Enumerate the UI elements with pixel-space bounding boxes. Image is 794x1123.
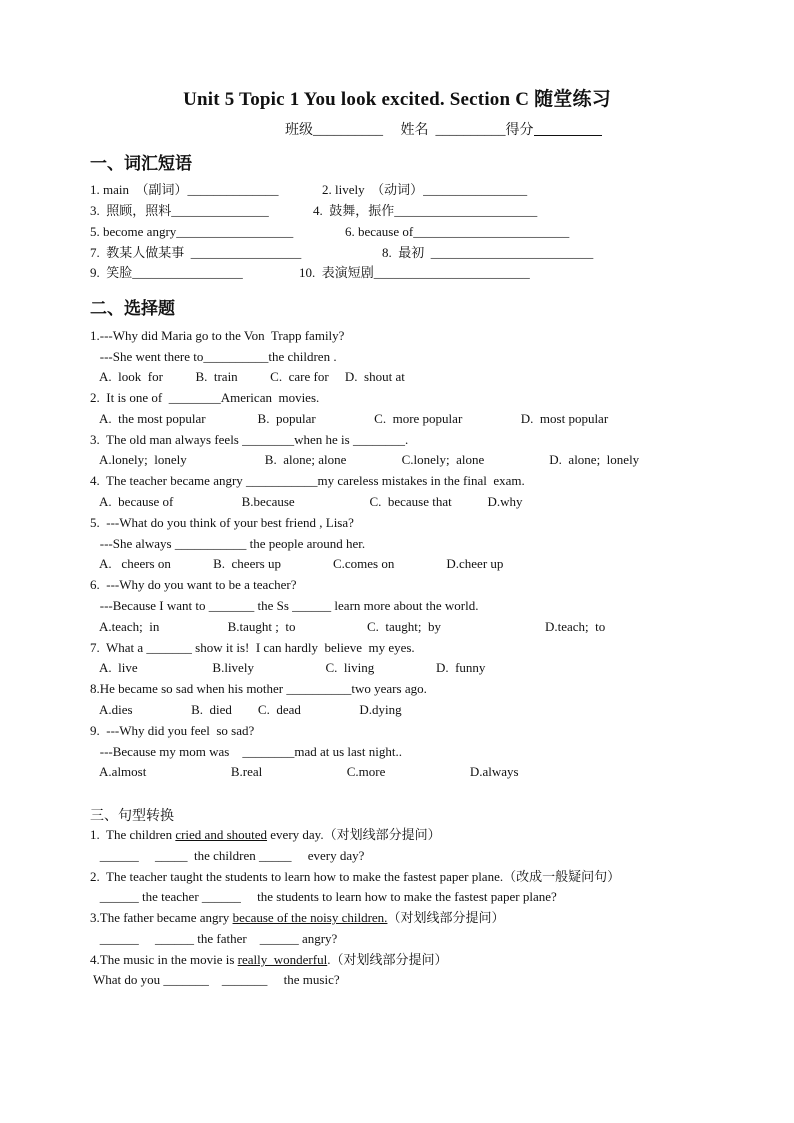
student-info bbox=[285, 119, 602, 139]
choice-line: A. live B.lively C. living D. funny bbox=[90, 660, 486, 675]
choice-line: A.almost B.real C.more D.always bbox=[90, 764, 519, 779]
choice-line: 1.---Why did Maria go to the Von Trapp family? bbox=[90, 328, 345, 343]
transform-question: 2. The teacher taught the students to learn how to make the fastest paper plane.（改成一般疑问句） bbox=[90, 869, 621, 884]
choice-line: 2. It is one of ________American movies. bbox=[90, 390, 320, 405]
transform-answer-line: ______ the teacher ______ the students to learn how to make the fastest paper plane? bbox=[90, 889, 557, 904]
vocab-item: 2. lively （动词）________________ bbox=[322, 182, 528, 197]
class-label: 班级__________ bbox=[285, 123, 383, 138]
section-choice-heading: 二、选择题 bbox=[90, 299, 175, 319]
vocab-item: 4. 鼓舞，振作______________________ bbox=[313, 203, 538, 218]
choice-line: ---She always ___________ the people around her. bbox=[90, 536, 366, 551]
name-label: 姓名 __________ bbox=[400, 123, 506, 138]
section-transform-heading: 三、句型转换 bbox=[90, 808, 174, 824]
vocab-item: 10. 表演短剧________________________ bbox=[299, 265, 530, 280]
choice-line: 7. What a _______ show it is! I can hardly believe my eyes. bbox=[90, 640, 415, 655]
underlined-phrase: really wonderful bbox=[237, 952, 328, 967]
choice-line: A.dies B. died C. dead D.dying bbox=[90, 702, 402, 717]
choice-line: ---Because I want to _______ the Ss ______ learn more about the world. bbox=[90, 598, 479, 613]
choice-line: 4. The teacher became angry ___________my careless mistakes in the final exam. bbox=[90, 473, 525, 488]
choice-line: 6. ---Why do you want to be a teacher? bbox=[90, 577, 297, 592]
choice-line: A. because of B.because C. because that D.why bbox=[90, 494, 523, 509]
vocab-item: 8. 最初 _________________________ bbox=[382, 245, 594, 260]
choice-line: ---She went there to__________the children . bbox=[90, 349, 337, 364]
choice-line: 3. The old man always feels ________when he is ________. bbox=[90, 432, 409, 447]
choice-line: 8.He became so sad when his mother __________two years ago. bbox=[90, 681, 427, 696]
vocab-item: 6. because of________________________ bbox=[345, 224, 570, 239]
vocab-item: 3. 照顾，照料_______________ bbox=[90, 203, 269, 218]
choice-line: 5. ---What do you think of your best friend , Lisa? bbox=[90, 515, 354, 530]
transform-answer-line: What do you _______ _______ the music? bbox=[90, 972, 340, 987]
choice-line: A. cheers on B. cheers up C.comes on D.cheer up bbox=[90, 556, 504, 571]
choice-line: A.teach; in B.taught ; to C. taught; by D.teach; to bbox=[90, 619, 606, 634]
choice-line: A. the most popular B. popular C. more popular D. most popular bbox=[90, 411, 609, 426]
vocab-item: 9. 笑脸_________________ bbox=[90, 265, 243, 280]
choice-line: A.lonely; lonely B. alone; alone C.lonely; alone D. alone; lonely bbox=[90, 452, 640, 467]
section-vocab-heading: 一、词汇短语 bbox=[90, 154, 192, 174]
transform-question: 3.The father became angry because of the noisy children.（对划线部分提问） bbox=[90, 910, 505, 925]
transform-question: 1. The children cried and shouted every day.（对划线部分提问） bbox=[90, 827, 441, 842]
page-title: Unit 5 Topic 1 You look excited. Section C 随堂练习 bbox=[183, 89, 611, 110]
underlined-phrase: cried and shouted bbox=[175, 827, 268, 842]
score-blank bbox=[534, 122, 602, 136]
choice-line: A. look for B. train C. care for D. shout at bbox=[90, 369, 405, 384]
score-label: 得分 bbox=[505, 123, 534, 138]
transform-question: 4.The music in the movie is really wonderful.（对划线部分提问） bbox=[90, 952, 448, 967]
vocab-item: 5. become angry__________________ bbox=[90, 224, 294, 239]
underlined-phrase: because of the noisy children. bbox=[232, 910, 388, 925]
vocab-item: 1. main （副词）______________ bbox=[90, 182, 279, 197]
transform-answer-line: ______ ______ the father ______ angry? bbox=[90, 931, 338, 946]
vocab-item: 7. 教某人做某事 _________________ bbox=[90, 245, 302, 260]
choice-line: ---Because my mom was ________mad at us last night.. bbox=[90, 744, 402, 759]
transform-answer-line: ______ _____ the children _____ every day? bbox=[90, 848, 365, 863]
choice-line: 9. ---Why did you feel so sad? bbox=[90, 723, 255, 738]
